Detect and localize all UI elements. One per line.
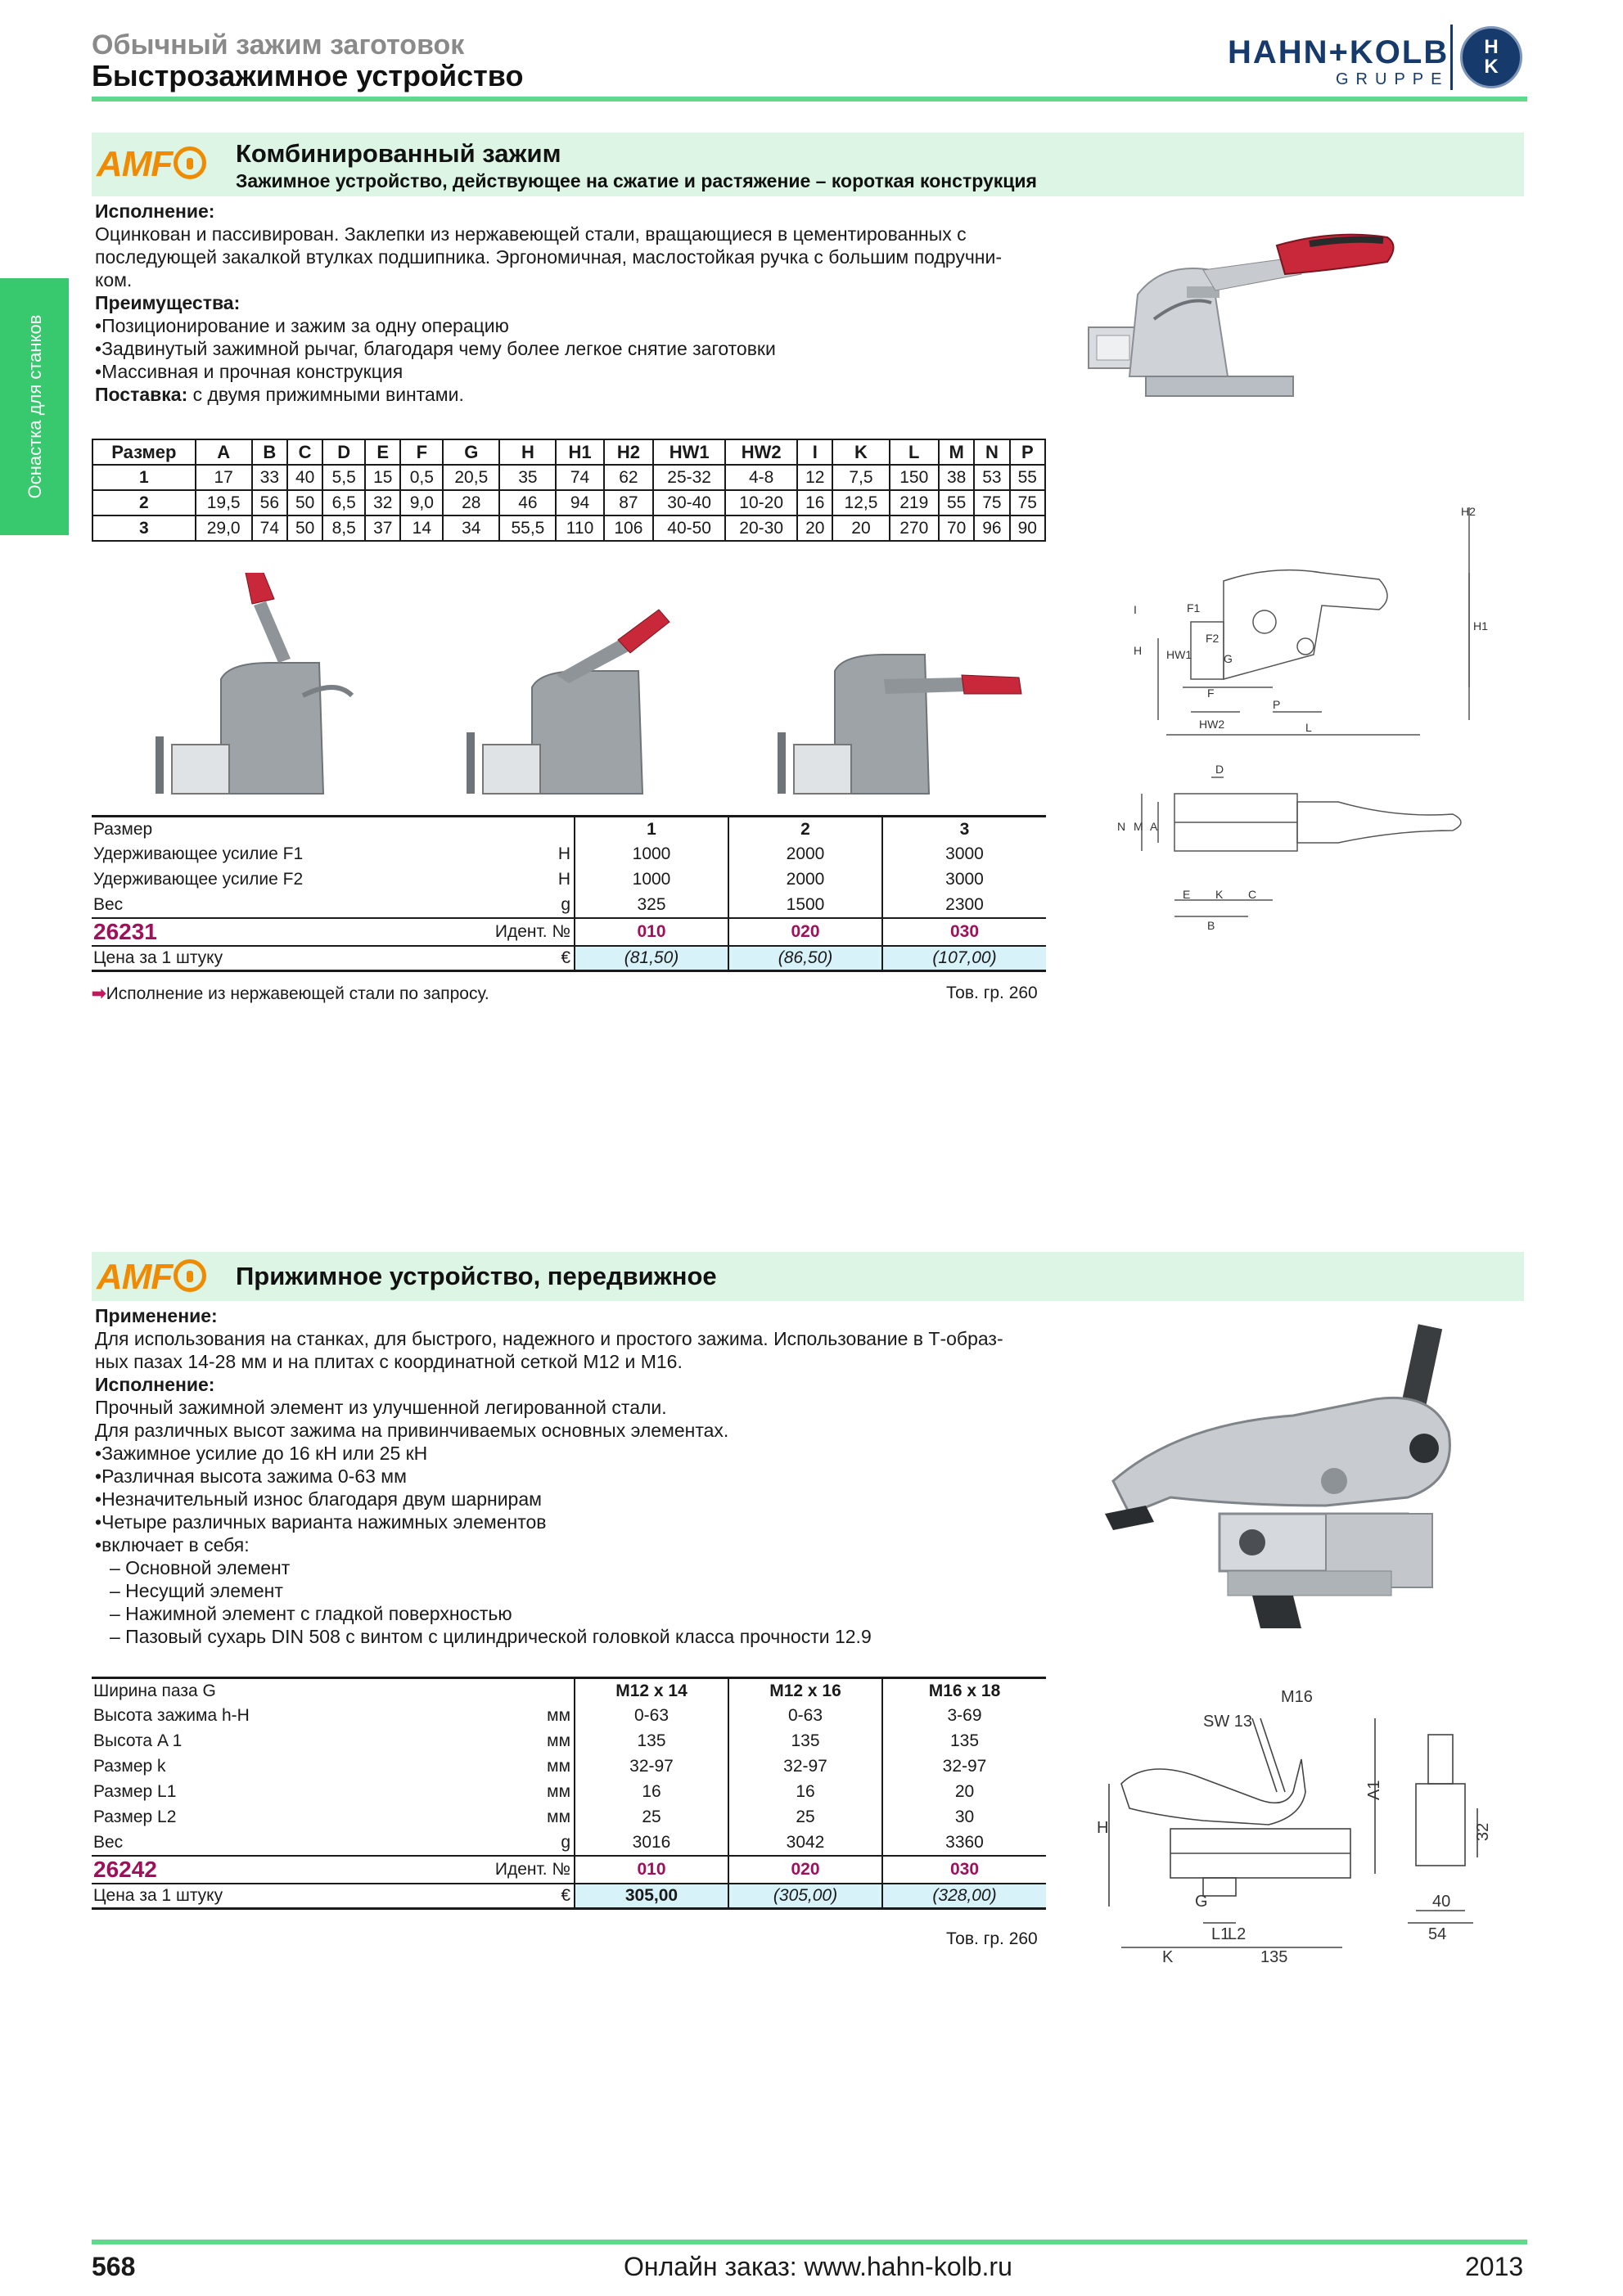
cell-value: 2 xyxy=(728,817,882,842)
dim-header-cell: E xyxy=(365,439,400,465)
dim-cell: 96 xyxy=(974,515,1009,541)
dim-header-cell: G xyxy=(443,439,499,465)
section1-banner xyxy=(92,133,1524,196)
use-text: Для использования на станках, для быстрого, надежного и простого зажима. Использование в Т-образ- xyxy=(95,1328,1003,1349)
row-unit: мм xyxy=(435,1754,575,1780)
dim-header-cell: HW2 xyxy=(725,439,797,465)
svg-text:SW 13: SW 13 xyxy=(1203,1713,1253,1731)
feature-item: •Четыре различных варианта нажимных элементов xyxy=(95,1511,547,1533)
dim-header-cell: L xyxy=(890,439,940,465)
header-rule xyxy=(92,97,1527,101)
article-number: 26242 xyxy=(92,1856,435,1884)
price-value: (328,00) xyxy=(882,1884,1046,1909)
cell-value: 135 xyxy=(728,1729,882,1754)
svg-text:K: K xyxy=(1215,888,1224,901)
table-row xyxy=(92,893,1046,918)
cell-value: 16 xyxy=(728,1780,882,1805)
dim-cell: 34 xyxy=(443,515,499,541)
dim-cell: 10-20 xyxy=(725,490,797,515)
row-unit: мм xyxy=(435,1729,575,1754)
row-unit: g xyxy=(435,893,575,918)
section2-title: Прижимное устройство, передвижное xyxy=(236,1262,717,1290)
cell-value: 135 xyxy=(949,1731,980,1750)
included-item: – Основной элемент xyxy=(110,1557,291,1578)
ident-code: 020 xyxy=(728,1856,882,1884)
footer-rule xyxy=(92,2240,1527,2244)
dim-cell: 46 xyxy=(499,490,556,515)
dim-header-cell: H xyxy=(499,439,556,465)
svg-text:L2: L2 xyxy=(1228,1925,1247,1943)
feature-item: •Различная высота зажима 0-63 мм xyxy=(95,1465,407,1487)
supply-line: Поставка: с двумя прижимными винтами. xyxy=(95,384,464,405)
dim-cell: 20 xyxy=(797,515,832,541)
svg-text:F2: F2 xyxy=(1206,632,1220,645)
dim-header-cell: H2 xyxy=(604,439,654,465)
svg-text:H: H xyxy=(1097,1819,1109,1837)
svg-text:54: 54 xyxy=(1428,1925,1447,1943)
dim-cell: 14 xyxy=(400,515,443,541)
svg-text:32: 32 xyxy=(1474,1822,1492,1841)
brand-logo-sub: GRUPPE xyxy=(1336,70,1449,88)
cell-value: 1000 xyxy=(575,842,728,867)
advantages-heading: Преимущества: xyxy=(95,292,241,313)
page-category: Обычный зажим заготовок xyxy=(92,29,465,61)
dim-cell: 70 xyxy=(939,515,974,541)
dim-cell: 20 xyxy=(832,515,889,541)
row-unit xyxy=(435,817,575,842)
section1-description xyxy=(95,200,1044,406)
clamp-photo xyxy=(1064,213,1424,458)
svg-text:M16: M16 xyxy=(1281,1688,1313,1706)
svg-text:P: P xyxy=(1273,698,1281,711)
dim-cell: 25-32 xyxy=(653,465,725,490)
svg-text:H: H xyxy=(1134,644,1143,657)
dim-cell: 110 xyxy=(556,515,603,541)
advantage-item: •Позиционирование и зажим за одну операцию xyxy=(95,315,509,336)
price-value: (81,50) xyxy=(575,946,728,971)
svg-text:135: 135 xyxy=(1260,1948,1288,1964)
dim-cell: 5,5 xyxy=(322,465,365,490)
cell-value: 1500 xyxy=(728,893,882,918)
svg-text:HW2: HW2 xyxy=(1199,718,1225,731)
price-table-2 xyxy=(92,1677,1046,1910)
price-value: 305,00 xyxy=(575,1884,728,1909)
ident-code: 030 xyxy=(882,918,1046,946)
dim-header-cell: D xyxy=(322,439,365,465)
exec-heading: Исполнение: xyxy=(95,1374,215,1395)
brand-badge xyxy=(1460,26,1522,88)
section2-banner xyxy=(92,1252,1524,1301)
cell-value: M12 x 14 xyxy=(575,1678,728,1704)
dim-cell: 35 xyxy=(499,465,556,490)
dim-header-cell: C xyxy=(287,439,322,465)
row-label: Размер xyxy=(93,819,153,839)
lever-positions-photo xyxy=(139,573,1064,802)
svg-text:B: B xyxy=(1207,919,1215,932)
price-label: Цена за 1 штуку xyxy=(92,946,435,971)
dim-cell: 74 xyxy=(556,465,603,490)
price-value: (305,00) xyxy=(728,1884,882,1909)
ident-code: 020 xyxy=(728,918,882,946)
row-unit: Н xyxy=(435,867,575,893)
dim-cell: 1 xyxy=(92,465,196,490)
dim-cell: 33 xyxy=(252,465,287,490)
exec-heading: Исполнение: xyxy=(95,200,215,222)
dim-row xyxy=(92,465,1045,490)
feature-item: •Зажимное усилие до 16 кН или 25 кН xyxy=(95,1443,428,1464)
ident-row xyxy=(92,918,1046,946)
cell-value: 3016 xyxy=(575,1830,728,1856)
svg-text:H1: H1 xyxy=(1473,619,1488,633)
cell-value: 3000 xyxy=(945,870,984,889)
article-number: 26231 xyxy=(92,918,435,946)
dim-cell: 30-40 xyxy=(653,490,725,515)
row-unit: мм xyxy=(435,1704,575,1729)
dim-cell: 75 xyxy=(1010,490,1045,515)
brand-badge-bottom: K xyxy=(1484,56,1499,78)
cell-value: 3042 xyxy=(728,1830,882,1856)
clamp-technical-drawing xyxy=(1109,491,1518,949)
svg-text:40: 40 xyxy=(1432,1893,1451,1911)
svg-text:E: E xyxy=(1183,888,1191,901)
included-item: – Несущий элемент xyxy=(110,1580,283,1601)
dim-cell: 90 xyxy=(1010,515,1045,541)
cell-value: 2300 xyxy=(945,894,984,914)
dim-cell: 9,0 xyxy=(400,490,443,515)
dim-row xyxy=(92,515,1045,541)
dimension-table xyxy=(92,439,1046,542)
row-label: Удерживающее усилие F1 xyxy=(93,844,304,863)
price-value: (86,50) xyxy=(728,946,882,971)
catalog-year: 2013 xyxy=(1465,2252,1524,2281)
cell-value: 25 xyxy=(728,1805,882,1830)
dim-cell: 20-30 xyxy=(725,515,797,541)
price-row xyxy=(92,946,1046,971)
row-label: Удерживающее усилие F2 xyxy=(93,870,304,889)
dim-cell: 7,5 xyxy=(832,465,889,490)
table-header-row xyxy=(92,1678,1046,1704)
cell-value: 25 xyxy=(575,1805,728,1830)
dim-cell: 150 xyxy=(890,465,940,490)
dim-cell: 37 xyxy=(365,515,400,541)
ident-code: 010 xyxy=(575,1856,728,1884)
svg-text:D: D xyxy=(1215,763,1224,776)
dim-header-cell: F xyxy=(400,439,443,465)
table-row xyxy=(92,1729,1046,1754)
price-row xyxy=(92,1884,1046,1909)
table-row xyxy=(92,1704,1046,1729)
online-order-link[interactable]: Онлайн заказ: www.hahn-kolb.ru xyxy=(624,2252,1012,2281)
dim-cell: 74 xyxy=(252,515,287,541)
row-label: Высота A 1 xyxy=(93,1731,183,1750)
cell-value: 135 xyxy=(575,1729,728,1754)
dim-header-cell: P xyxy=(1010,439,1045,465)
dim-cell: 50 xyxy=(287,515,322,541)
stainless-note: ➡Исполнение из нержавеющей стали по запросу. xyxy=(92,984,489,1003)
row-label: Вес xyxy=(93,1832,124,1852)
dim-header-cell: HW1 xyxy=(653,439,725,465)
row-unit: Н xyxy=(435,842,575,867)
dim-cell: 87 xyxy=(604,490,654,515)
dim-cell: 55 xyxy=(939,490,974,515)
row-unit: мм xyxy=(435,1805,575,1830)
exec-text: ком. xyxy=(95,269,133,290)
svg-text:HW1: HW1 xyxy=(1166,648,1192,661)
cell-value: 1 xyxy=(575,817,728,842)
dim-cell: 4-8 xyxy=(725,465,797,490)
page-subtitle: Быстрозажимное устройство xyxy=(92,59,524,92)
svg-text:K: K xyxy=(1162,1948,1174,1964)
table-row xyxy=(92,1830,1046,1856)
cell-value: M16 x 18 xyxy=(928,1681,1001,1700)
dim-cell: 75 xyxy=(974,490,1009,515)
cell-value: 3000 xyxy=(945,844,984,863)
row-unit: g xyxy=(435,1830,575,1856)
cell-value: 1000 xyxy=(575,867,728,893)
svg-text:C: C xyxy=(1248,888,1257,901)
dim-cell: 55,5 xyxy=(499,515,556,541)
svg-text:L1: L1 xyxy=(1211,1925,1230,1943)
dim-cell: 3 xyxy=(92,515,196,541)
cell-value: 3360 xyxy=(945,1832,984,1852)
cell-value: 32-97 xyxy=(942,1757,987,1776)
dim-header-cell: M xyxy=(939,439,974,465)
svg-text:F1: F1 xyxy=(1187,601,1201,615)
table-row xyxy=(92,1805,1046,1830)
ident-label: Идент. № xyxy=(435,918,575,946)
cell-value: 0-63 xyxy=(575,1704,728,1729)
dim-cell: 219 xyxy=(890,490,940,515)
dim-cell: 32 xyxy=(365,490,400,515)
hold-down-clamp-photo xyxy=(1080,1309,1506,1677)
svg-text:I: I xyxy=(1134,603,1137,616)
amf-logo: AMF xyxy=(97,144,206,185)
dim-cell: 15 xyxy=(365,465,400,490)
cell-value: 325 xyxy=(575,893,728,918)
ident-code: 030 xyxy=(882,1856,1046,1884)
row-label: Высота зажима h-H xyxy=(93,1706,250,1725)
exec-text: Оцинкован и пассивирован. Заклепки из нержавеющей стали, вращающиеся в цементированных с xyxy=(95,223,967,245)
dim-header-cell: H1 xyxy=(556,439,603,465)
side-tab[interactable] xyxy=(0,278,69,535)
svg-text:N: N xyxy=(1117,820,1126,833)
table-row xyxy=(92,842,1046,867)
svg-text:G: G xyxy=(1224,652,1233,665)
hold-down-clamp-drawing xyxy=(1097,1686,1514,1964)
brand-logo: HAHN+KOLB xyxy=(1228,34,1449,70)
cell-value: 3-69 xyxy=(947,1706,982,1725)
dim-header-cell: N xyxy=(974,439,1009,465)
svg-text:A1: A1 xyxy=(1365,1780,1383,1800)
dim-cell: 6,5 xyxy=(322,490,365,515)
product-group: Тов. гр. 260 xyxy=(946,1929,1038,1948)
ident-label: Идент. № xyxy=(435,1856,575,1884)
cell-value: 16 xyxy=(575,1780,728,1805)
dim-row xyxy=(92,490,1045,515)
advantage-item: •Массивная и прочная конструкция xyxy=(95,361,403,382)
svg-text:L: L xyxy=(1305,721,1312,734)
dim-cell: 53 xyxy=(974,465,1009,490)
dim-cell: 29,0 xyxy=(196,515,252,541)
dim-cell: 56 xyxy=(252,490,287,515)
dim-cell: 50 xyxy=(287,490,322,515)
cell-value: 2000 xyxy=(728,867,882,893)
svg-text:H2: H2 xyxy=(1461,505,1476,518)
dim-cell: 40-50 xyxy=(653,515,725,541)
cell-value: 2000 xyxy=(728,842,882,867)
dim-cell: 0,5 xyxy=(400,465,443,490)
svg-text:F: F xyxy=(1207,687,1215,700)
exec-text: Прочный зажимной элемент из улучшенной легированной стали. xyxy=(95,1397,667,1418)
dim-header-cell: B xyxy=(252,439,287,465)
brand-badge-top: H xyxy=(1484,36,1499,58)
section1-title: Комбинированный зажим xyxy=(236,139,561,168)
cell-value: 32-97 xyxy=(575,1754,728,1780)
product-group: Тов. гр. 260 xyxy=(946,984,1038,1002)
cell-value: 20 xyxy=(954,1782,975,1801)
exec-text: последующей закалкой втулках подшипника. Эргономичная, маслостойкая ручка с большим подручни- xyxy=(95,246,1003,268)
dim-cell: 62 xyxy=(604,465,654,490)
side-tab-label: Оснастка для станков xyxy=(25,314,45,499)
dim-cell: 20,5 xyxy=(443,465,499,490)
currency-label: € xyxy=(435,1884,575,1909)
price-label: Цена за 1 штуку xyxy=(92,1884,435,1909)
dim-cell: 19,5 xyxy=(196,490,252,515)
svg-text:G: G xyxy=(1195,1893,1208,1911)
section1-subtitle: Зажимное устройство, действующее на сжатие и растяжение – короткая конструкция xyxy=(236,170,1037,191)
cell-value: 30 xyxy=(954,1808,975,1826)
dim-cell: 8,5 xyxy=(322,515,365,541)
row-label: Размер L1 xyxy=(93,1782,177,1801)
table-row xyxy=(92,1754,1046,1780)
dim-cell: 106 xyxy=(604,515,654,541)
feature-item: •включает в себя: xyxy=(95,1534,250,1555)
arrow-icon: ➡ xyxy=(92,984,106,1003)
amf-logo: AMF xyxy=(97,1257,206,1298)
dim-cell: 12,5 xyxy=(832,490,889,515)
cell-value: 32-97 xyxy=(728,1754,882,1780)
row-label: Размер k xyxy=(93,1757,166,1776)
exec-text: Для различных высот зажима на привинчиваемых основных элементах. xyxy=(95,1420,729,1441)
row-label: Вес xyxy=(93,894,124,914)
included-item: – Нажимной элемент с гладкой поверхностью xyxy=(110,1603,512,1624)
dim-cell: 38 xyxy=(939,465,974,490)
dim-cell: 28 xyxy=(443,490,499,515)
cell-value: M12 x 16 xyxy=(728,1678,882,1704)
page-number: 568 xyxy=(92,2252,136,2281)
use-heading: Применение: xyxy=(95,1305,218,1326)
dim-cell: 40 xyxy=(287,465,322,490)
table-row xyxy=(92,817,1046,842)
dim-header-cell: Размер xyxy=(92,439,196,465)
dim-cell: 16 xyxy=(797,490,832,515)
dim-header-cell: A xyxy=(196,439,252,465)
table-row xyxy=(92,867,1046,893)
dim-cell: 94 xyxy=(556,490,603,515)
dim-cell: 55 xyxy=(1010,465,1045,490)
table-row xyxy=(92,1780,1046,1805)
row-unit: мм xyxy=(435,1780,575,1805)
dim-header-cell: I xyxy=(797,439,832,465)
price-table-1 xyxy=(92,815,1046,972)
advantage-item: •Задвинутый зажимной рычаг, благодаря чему более легкое снятие заготовки xyxy=(95,338,776,359)
row-unit xyxy=(435,1678,575,1704)
dim-cell: 2 xyxy=(92,490,196,515)
price-value: (107,00) xyxy=(882,946,1046,971)
row-label: Ширина паза G xyxy=(93,1681,216,1700)
dim-cell: 17 xyxy=(196,465,252,490)
section2-description xyxy=(95,1304,1044,1648)
dim-header-cell: K xyxy=(832,439,889,465)
svg-text:A: A xyxy=(1150,820,1158,833)
svg-text:M: M xyxy=(1134,820,1143,833)
ident-row xyxy=(92,1856,1046,1884)
cell-value: 3 xyxy=(959,819,970,839)
dim-cell: 270 xyxy=(890,515,940,541)
included-item: – Пазовый сухарь DIN 508 с винтом с цилиндрической головкой класса прочности 12.9 xyxy=(110,1626,872,1647)
cell-value: 0-63 xyxy=(728,1704,882,1729)
currency-label: € xyxy=(435,946,575,971)
use-text: ных пазах 14-28 мм и на плитах с координатной сеткой М12 и М16. xyxy=(95,1351,683,1372)
dim-cell: 12 xyxy=(797,465,832,490)
brand-divider xyxy=(1450,25,1453,90)
row-label: Размер L2 xyxy=(93,1808,177,1826)
feature-item: •Незначительный износ благодаря двум шарнирам xyxy=(95,1488,542,1510)
ident-code: 010 xyxy=(575,918,728,946)
